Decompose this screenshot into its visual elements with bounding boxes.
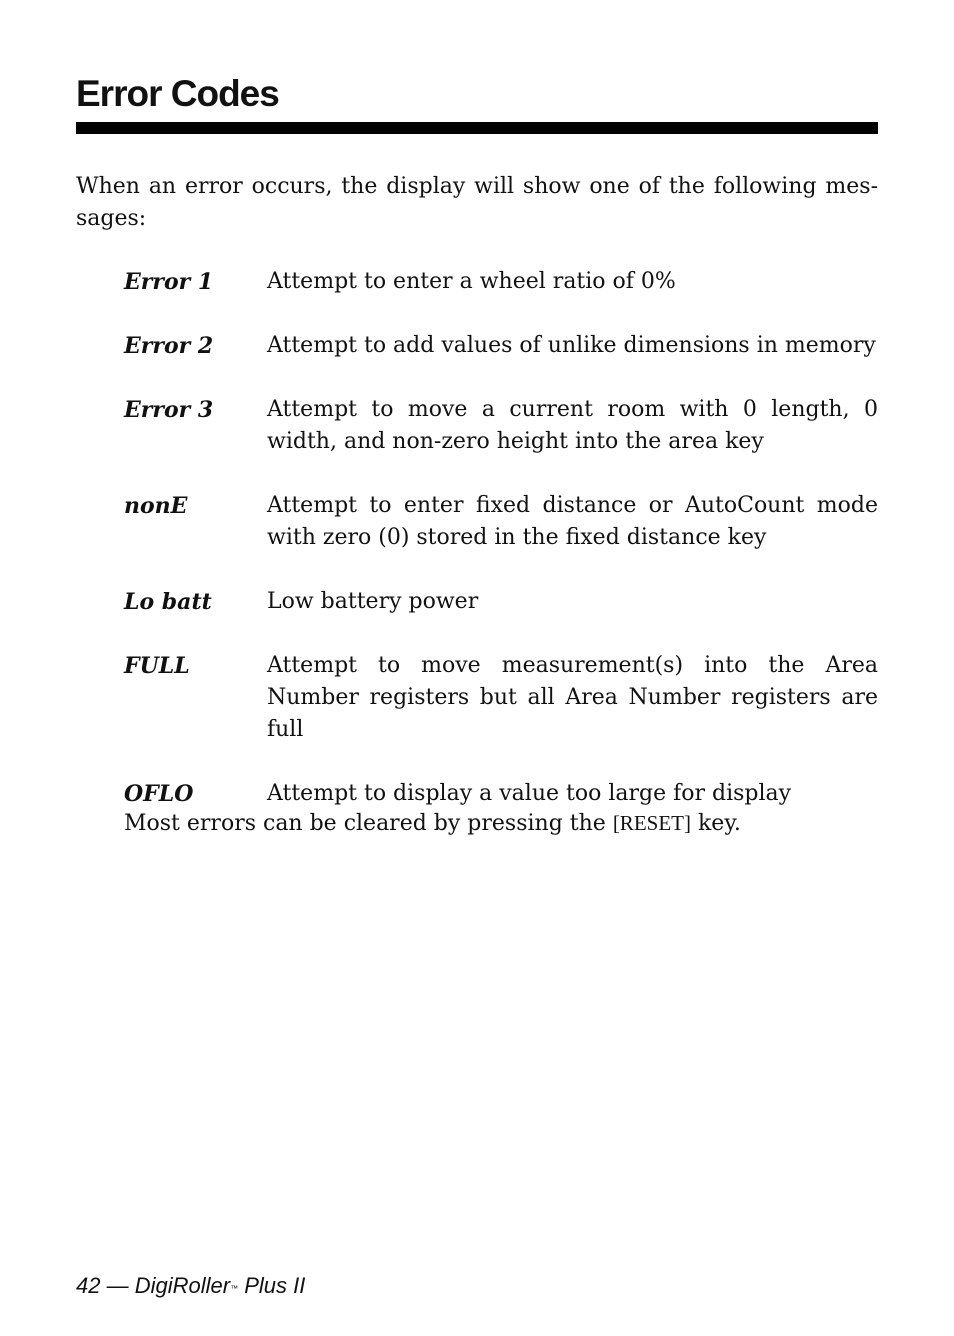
error-code: nonE	[124, 493, 188, 519]
error-description: Attempt to add values of unlike dimensions in memory	[267, 333, 876, 358]
error-description: Attempt to display a value too large for display	[267, 781, 792, 806]
error-description: Attempt to enter a wheel ratio of 0%	[267, 269, 676, 294]
error-description: Low battery power	[267, 589, 479, 614]
closing-note	[124, 807, 878, 840]
error-row	[124, 778, 878, 810]
error-code: Lo batt	[124, 589, 212, 615]
error-code: FULL	[124, 653, 190, 679]
error-code: Error 1	[124, 269, 214, 295]
closing-text-before: Most errors can be cleared by pressing the	[124, 811, 606, 836]
page-title: Error Codes	[76, 73, 279, 114]
error-code: OFLO	[124, 781, 194, 807]
error-row	[124, 266, 878, 298]
error-code: Error 2	[124, 333, 214, 359]
page-number: 42	[76, 1273, 101, 1298]
error-code-list	[124, 266, 878, 842]
error-row	[124, 394, 878, 458]
error-row	[124, 330, 878, 362]
closing-text-after: key.	[697, 811, 741, 836]
page-footer	[76, 1270, 305, 1305]
reset-key-label: [RESET]	[612, 811, 691, 835]
title-rule	[76, 122, 878, 134]
trademark-symbol: ™	[230, 1284, 239, 1293]
intro-paragraph: When an error occurs, the display will show one of the following mes-sages:	[76, 174, 878, 231]
error-row	[124, 490, 878, 554]
error-code: Error 3	[124, 397, 214, 423]
error-description: Attempt to move a current room with 0 length, 0 width, and non-zero height into the area key	[267, 397, 878, 454]
error-description: Attempt to enter fixed distance or AutoCount mode with zero (0) stored in the fixed distance key	[267, 493, 878, 550]
product-suffix: Plus II	[244, 1273, 306, 1298]
error-row	[124, 650, 878, 746]
error-row	[124, 586, 878, 618]
error-description: Attempt to move measurement(s) into the Area Number registers but all Area Number registers are full	[267, 653, 878, 742]
footer-separator: —	[106, 1273, 129, 1298]
product-name: DigiRoller	[134, 1273, 231, 1298]
